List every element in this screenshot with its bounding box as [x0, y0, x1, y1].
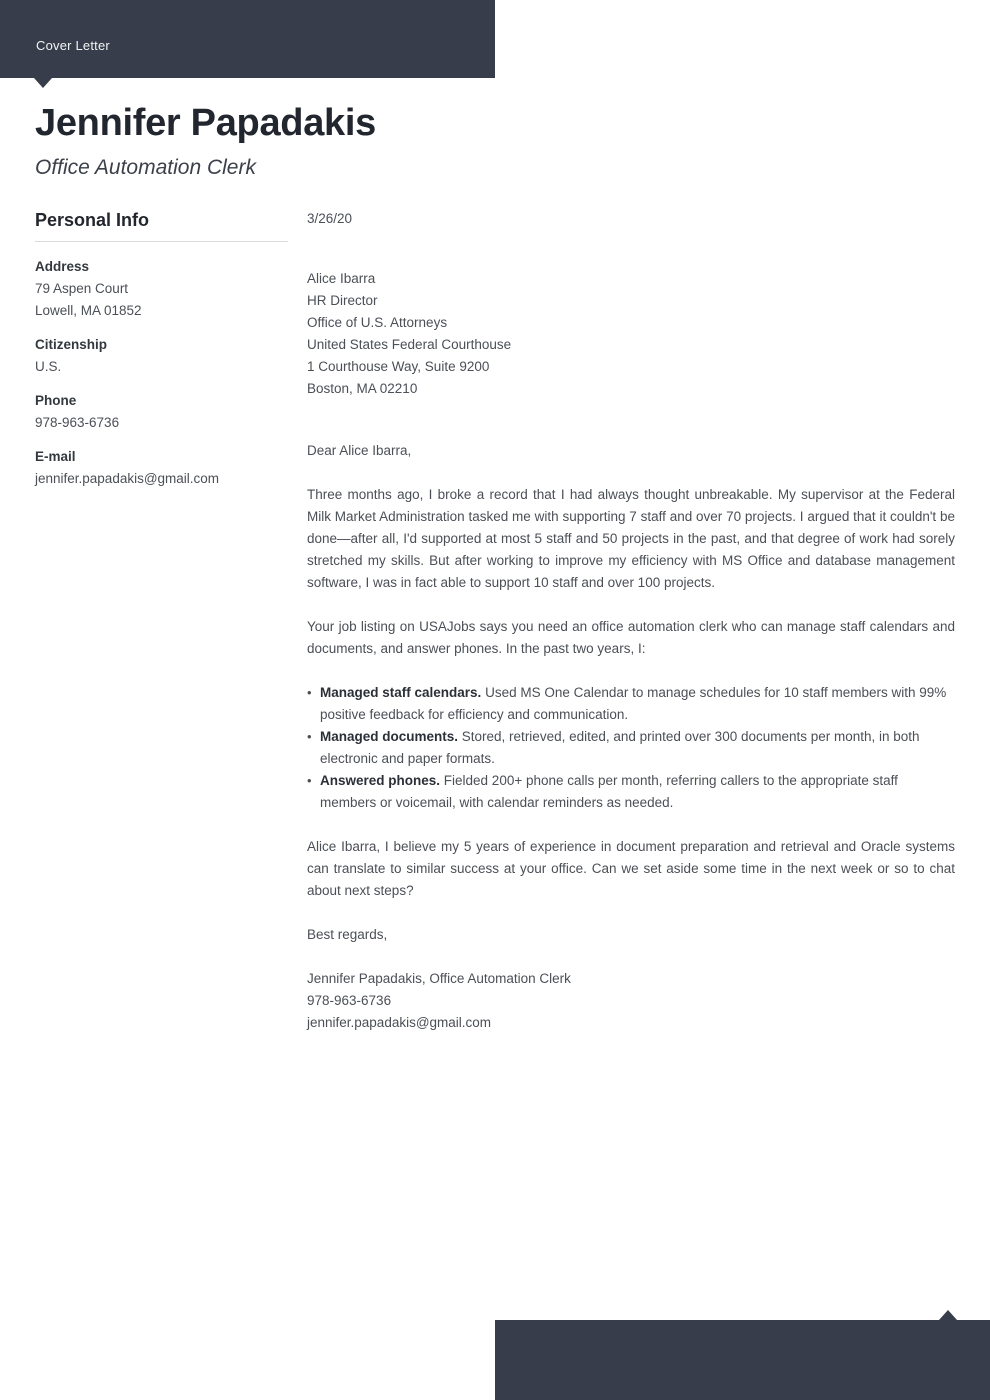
bullet-lead-in: Managed documents. [320, 729, 459, 744]
letter-date: 3/26/20 [307, 211, 353, 226]
info-value: jennifer.papadakis@gmail.com [35, 471, 220, 486]
header-notch-triangle-icon [34, 78, 52, 88]
recipient-line: United States Federal Courthouse [307, 337, 512, 352]
letter-signoff: Best regards, [307, 927, 388, 942]
bullet-text: Used MS One Calendar to manage schedules for 10 staff members with 99% positive feedback for efficiency and communication. [320, 685, 947, 722]
info-value: Lowell, MA 01852 [35, 303, 142, 318]
info-value: 79 Aspen Court [35, 281, 129, 296]
personal-info-sidebar [35, 208, 288, 502]
info-label: Citizenship [35, 337, 108, 352]
sidebar-heading: Personal Info [35, 210, 150, 230]
bullet-lead-in: Answered phones. [320, 773, 441, 788]
info-value: U.S. [35, 359, 62, 374]
signature-line: jennifer.papadakis@gmail.com [307, 1015, 492, 1030]
signature-line: 978-963-6736 [307, 993, 392, 1008]
signature-block [307, 968, 955, 1034]
recipient-line: Office of U.S. Attorneys [307, 315, 448, 330]
job-title: Office Automation Clerk [35, 156, 256, 179]
bullet-text: Stored, retrieved, edited, and printed over 300 documents per month, in both electronic and paper formats. [320, 729, 920, 766]
footer-banner [495, 1320, 990, 1400]
info-block [35, 390, 288, 434]
list-item [307, 770, 955, 814]
letter-paragraph-3: Alice Ibarra, I believe my 5 years of experience in document preparation and retrieval and Oracle systems can translate to similar success at your office. Can we set aside some time in the next week or so to chat about next steps? [307, 839, 955, 898]
footer-notch-triangle-icon [939, 1310, 957, 1320]
info-label: E-mail [35, 449, 76, 464]
recipient-line: Alice Ibarra [307, 271, 376, 286]
bullet-lead-in: Managed staff calendars. [320, 685, 482, 700]
list-item [307, 682, 955, 726]
page-title: Jennifer Papadakis [35, 102, 376, 144]
recipient-line: 1 Courthouse Way, Suite 9200 [307, 359, 490, 374]
recipient-address-block [307, 268, 955, 400]
letter-body [307, 208, 955, 1034]
header-banner [0, 0, 495, 78]
letter-paragraph-2: Your job listing on USAJobs says you need an office automation clerk who can manage staff calendars and documents, and answer phones. In the past two years, I: [307, 619, 955, 656]
recipient-line: HR Director [307, 293, 378, 308]
info-block [35, 446, 288, 490]
recipient-line: Boston, MA 02210 [307, 381, 418, 396]
achievement-bullet-list [307, 682, 955, 814]
letter-paragraph-1: Three months ago, I broke a record that I had always thought unbreakable. My supervisor at the Federal Milk Market Administration tasked me with supporting 7 staff and over 70 projects. I argued that it couldn't be done—after all, I'd supported at most 5 staff and 50 projects in the past, and that degree of work had sorely stretched my skills. But after working to improve my efficiency with MS Office and database management software, I was in fact able to support 10 staff and over 100 projects. [307, 487, 955, 590]
signature-line: Jennifer Papadakis, Office Automation Clerk [307, 971, 571, 986]
document-type-label: Cover Letter [36, 38, 110, 53]
identity-block [35, 100, 835, 182]
bullet-text: Fielded 200+ phone calls per month, referring callers to the appropriate staff members or voicemail, with calendar reminders as needed. [320, 773, 898, 810]
sidebar-divider [35, 241, 288, 242]
info-block [35, 256, 288, 322]
info-value: 978-963-6736 [35, 415, 120, 430]
sidebar-info-list [35, 256, 288, 490]
info-label: Phone [35, 393, 77, 408]
info-label: Address [35, 259, 90, 274]
info-block [35, 334, 288, 378]
list-item [307, 726, 955, 770]
salutation: Dear Alice Ibarra, [307, 443, 412, 458]
